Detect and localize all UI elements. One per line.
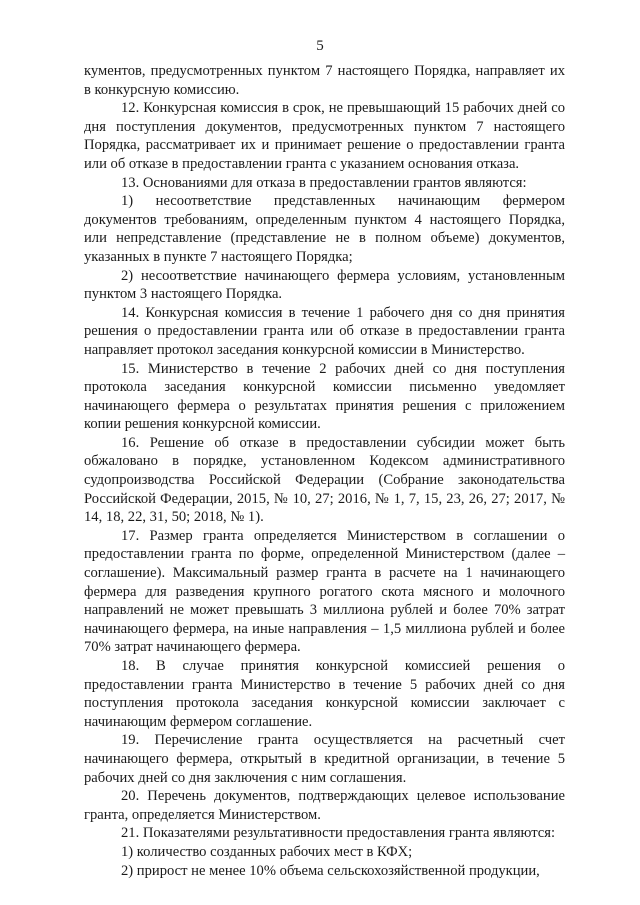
paragraph-14: 14. Конкурсная комиссия в течение 1 рабочего дня со дня принятия решения о предоставлении гранта или об отказе в предоставлении гранта направляет протокол заседания конкурсной комиссии в Министерство. <box>84 304 565 358</box>
paragraph-21-item-2: 2) прирост не менее 10% объема сельскохозяйственной продукции, <box>121 862 540 879</box>
paragraph-15: 15. Министерство в течение 2 рабочих дней со дня поступления протокола заседания конкурсной комиссии письменно уведомляет начинающего фермера о результатах принятия решения с приложением копии решения конкурсной комиссии. <box>84 360 565 433</box>
paragraph-16: 16. Решение об отказе в предоставлении субсидии может быть обжаловано в порядке, установленном Кодексом административного судопроизводства Российской Федерации (Собрание законодательства Российской Федерации, 2015, № 10, 27; 2016, № 1, 7, 15, 23, 26, 27; 2017, № 14, 18, 22, 31, 50; 2018, № 1). <box>84 434 565 526</box>
document-body <box>84 62 565 880</box>
paragraph-12: 12. Конкурсная комиссия в срок, не превышающий 15 рабочих дней со дня поступления документов, предусмотренных пунктом 7 настоящего Порядка, рассматривает их и принимает решение о предоставлении гранта или об отказе в предоставлении гранта с указанием основания отказа. <box>84 100 565 172</box>
paragraph-13-item-2: 2) несоответствие начинающего фермера условиям, установленным пунктом 3 настоящего Порядка. <box>84 267 565 303</box>
paragraph-19: 19. Перечисление гранта осуществляется на расчетный счет начинающего фермера, открытый в кредитной организации, в течение 5 рабочих дней со дня заключения с ним соглашения. <box>84 732 565 786</box>
paragraph-20: 20. Перечень документов, подтверждающих целевое использование гранта, определяется Министерством. <box>84 788 565 823</box>
paragraph-21-item-1: 1) количество созданных рабочих мест в КФХ; <box>121 843 413 860</box>
paragraph-13-item-1: 1) несоответствие представленных начинающим фермером документов требованиям, определенным пунктом 4 настоящего Порядка, или непредставление (представление не в полном объеме) документов, указанных в пункте 7 настоящего Порядка; <box>84 193 565 265</box>
paragraph-18: 18. В случае принятия конкурсной комиссией решения о предоставлении гранта Министерство в течение 5 рабочих дней со дня поступления протокола заседания конкурсной комиссии заключает с начинающим фермером соглашение. <box>84 658 565 730</box>
paragraph-17: 17. Размер гранта определяется Министерством в соглашении о предоставлении гранта по форме, определенной Министерством (далее – соглашение). Максимальный размер гранта в расчете на 1 начинающего фермера для разведения крупного рогатого скота мясного и молочного направлений не может превышать 3 миллиона рублей и более 70% затрат начинающего фермера, на иные направления – 1,5 миллиона рублей и более 70% затрат начинающего фермера. <box>84 527 565 656</box>
paragraph-13: 13. Основаниями для отказа в предоставлении грантов являются: <box>121 174 527 191</box>
paragraph-21: 21. Показателями результативности предоставления гранта являются: <box>121 825 556 842</box>
page-number: 5 <box>316 38 324 54</box>
paragraph-items-7-continued: кументов, предусмотренных пунктом 7 настоящего Порядка, направляет их в конкурсную комиссию. <box>84 63 565 98</box>
